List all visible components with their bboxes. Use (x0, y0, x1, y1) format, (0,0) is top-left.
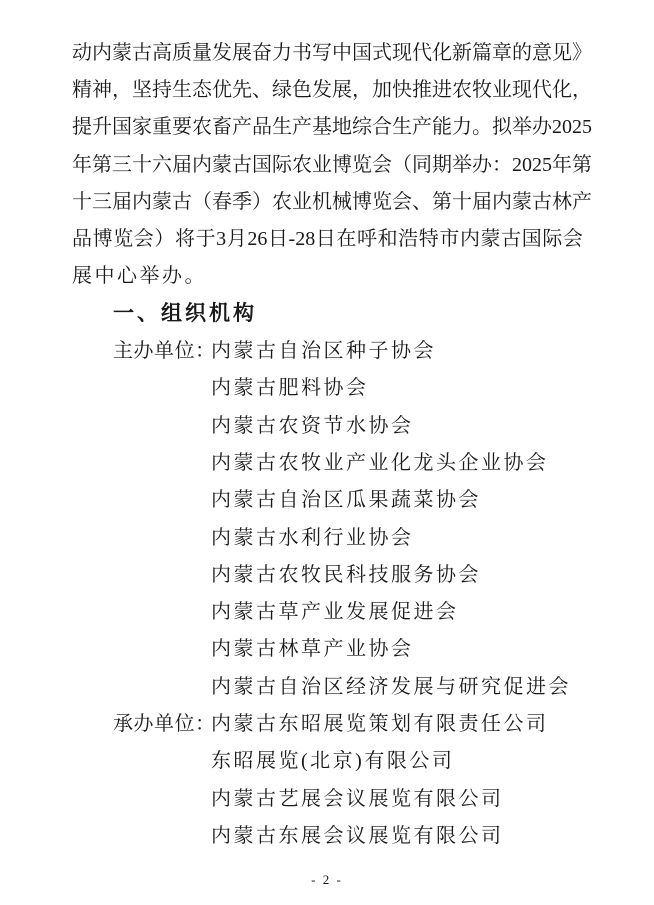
document-content (72, 34, 592, 855)
organizer-name: 内蒙古农资节水协会 (211, 414, 414, 437)
organizer-row (72, 556, 583, 593)
organizer-name: 内蒙古艺展会议展览有限公司 (211, 787, 504, 810)
organizer-row (72, 370, 583, 407)
organizer-name: 内蒙古草产业发展促进会 (211, 601, 459, 624)
organizer-row (72, 743, 583, 780)
paragraph-line: 十 三 届 内 蒙 古 （ 春 季 ） 农 业 机 械 博 览 会 、 第 十 届 内 蒙 古 林 产 (72, 190, 592, 213)
organizer-row (72, 444, 583, 481)
organizer-row (72, 482, 583, 519)
section-heading: 一、组织机构 (113, 301, 257, 326)
organizer-name: 内蒙古自治区种子协会 (211, 340, 436, 363)
organizer-name: 内蒙古自治区经济发展与研究促进会 (211, 675, 571, 698)
organizer-name: 内蒙古水利行业协会 (211, 526, 414, 549)
paragraph-line: 品 博 览 会 ） 将 于 3 月 26 日 -28 日 在 呼 和 浩 特 市 内 蒙 古 国 际 会 (72, 228, 583, 251)
paragraph-line: 精 神 ， 坚 持 生 态 优 先 、 绿 色 发 展 ， 加 快 推 进 农 牧 业 现 代 化 ， (72, 78, 592, 101)
organizer-row (72, 593, 583, 630)
organizer-name: 内蒙古肥料协会 (211, 377, 369, 400)
paragraph-line: 年 第 三 十 六 届 内 蒙 古 国 际 农 业 博 览 会 （ 同 期 举 办 ： 2025 年 第 (72, 153, 592, 176)
organizer-name: 内蒙古农牧业产业化龙头企业协会 (211, 451, 549, 474)
organizer-row (72, 780, 583, 817)
undertaker-label: 承办单位： (113, 712, 216, 735)
paragraph-line: 动 内 蒙 古 高 质 量 发 展 奋 力 书 写 中 国 式 现 代 化 新 篇 章 的 意 见 》 (72, 41, 592, 64)
organizer-name: 内蒙古东展会议展览有限公司 (211, 824, 504, 847)
organizer-row (72, 519, 583, 556)
paragraph-line-last: 展中心举办。 (72, 265, 207, 288)
organizer-name: 内蒙古林草产业协会 (211, 638, 414, 661)
organizer-name: 东昭展览(北京)有限公司 (211, 750, 455, 773)
organizer-row (72, 817, 583, 854)
page-number: - 2 - (311, 872, 343, 887)
organizer-row (72, 631, 583, 668)
organizer-row (72, 705, 583, 742)
organizer-row (72, 332, 583, 369)
organizer-row (72, 407, 583, 444)
host-label: 主办单位： (113, 340, 216, 363)
paragraph-line: 提 升 国 家 重 要 农 畜 产 品 生 产 基 地 综 合 生 产 能 力 。 拟 举 办 2025 (72, 116, 592, 139)
organizer-name: 内蒙古东昭展览策划有限责任公司 (211, 712, 549, 735)
organizer-name: 内蒙古自治区瓜果蔬菜协会 (211, 489, 481, 512)
organizer-name: 内蒙古农牧民科技服务协会 (211, 563, 481, 586)
organizer-row (72, 668, 583, 705)
